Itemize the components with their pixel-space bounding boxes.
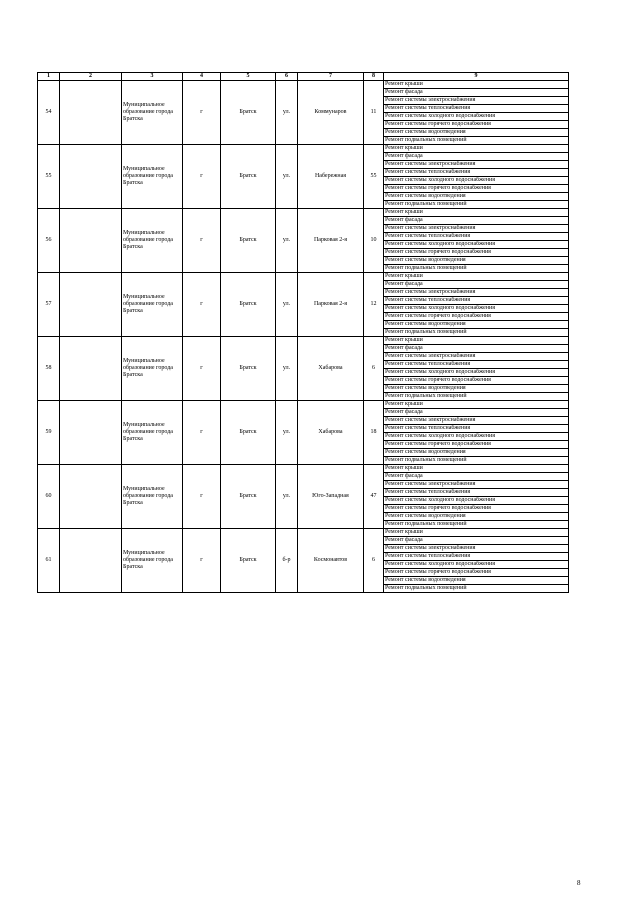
work-type-cell: Ремонт системы холодного водоснабжения	[384, 561, 569, 569]
locality-cell: Братск	[221, 273, 276, 337]
locality-cell: Братск	[221, 465, 276, 529]
house-number-cell: 55	[364, 145, 384, 209]
street-cell: Хабарова	[298, 337, 364, 401]
work-type-cell: Ремонт системы холодного водоснабжения	[384, 433, 569, 441]
work-type-cell: Ремонт крыши	[384, 209, 569, 217]
work-type-cell: Ремонт системы теплоснабжения	[384, 553, 569, 561]
work-type-cell: Ремонт фасада	[384, 345, 569, 353]
municipality-cell: Муниципальное образование города Братска	[122, 81, 183, 145]
table-row	[38, 209, 569, 217]
work-type-cell: Ремонт системы холодного водоснабжения	[384, 177, 569, 185]
header-cell: 7	[298, 73, 364, 81]
municipality-cell: Муниципальное образование города Братска	[122, 529, 183, 593]
work-type-cell: Ремонт системы электроснабжения	[384, 289, 569, 297]
locality-cell: Братск	[221, 529, 276, 593]
work-type-cell: Ремонт системы горячего водоснабжения	[384, 313, 569, 321]
locality-cell: Братск	[221, 401, 276, 465]
street-type-cell: ул.	[276, 337, 298, 401]
municipality-cell: Муниципальное образование города Братска	[122, 273, 183, 337]
row-number-cell: 59	[38, 401, 60, 465]
table-row	[38, 273, 569, 281]
work-type-cell: Ремонт фасада	[384, 153, 569, 161]
street-type-cell: ул.	[276, 209, 298, 273]
municipality-cell: Муниципальное образование города Братска	[122, 209, 183, 273]
header-cell: 4	[183, 73, 221, 81]
locality-type-cell: г	[183, 145, 221, 209]
repair-program-table	[37, 72, 569, 593]
column-2-cell	[60, 273, 122, 337]
work-type-cell: Ремонт системы теплоснабжения	[384, 169, 569, 177]
header-cell: 6	[276, 73, 298, 81]
header-cell: 1	[38, 73, 60, 81]
street-type-cell: б-р	[276, 529, 298, 593]
work-type-cell: Ремонт подвальных помещений	[384, 457, 569, 465]
work-type-cell: Ремонт подвальных помещений	[384, 329, 569, 337]
street-type-cell: ул.	[276, 401, 298, 465]
work-type-cell: Ремонт фасада	[384, 217, 569, 225]
row-number-cell: 57	[38, 273, 60, 337]
street-cell: Коммунаров	[298, 81, 364, 145]
table-body	[38, 81, 569, 593]
work-type-cell: Ремонт системы теплоснабжения	[384, 297, 569, 305]
work-type-cell: Ремонт крыши	[384, 273, 569, 281]
work-type-cell: Ремонт крыши	[384, 81, 569, 89]
row-number-cell: 60	[38, 465, 60, 529]
column-2-cell	[60, 465, 122, 529]
locality-cell: Братск	[221, 145, 276, 209]
work-type-cell: Ремонт системы водоотведения	[384, 385, 569, 393]
work-type-cell: Ремонт системы теплоснабжения	[384, 361, 569, 369]
house-number-cell: 11	[364, 81, 384, 145]
work-type-cell: Ремонт системы электроснабжения	[384, 481, 569, 489]
work-type-cell: Ремонт системы горячего водоснабжения	[384, 441, 569, 449]
header-cell: 9	[384, 73, 569, 81]
street-cell: Набережная	[298, 145, 364, 209]
work-type-cell: Ремонт системы теплоснабжения	[384, 105, 569, 113]
work-type-cell: Ремонт подвальных помещений	[384, 265, 569, 273]
table-row	[38, 337, 569, 345]
street-type-cell: ул.	[276, 145, 298, 209]
locality-cell: Братск	[221, 81, 276, 145]
work-type-cell: Ремонт системы горячего водоснабжения	[384, 249, 569, 257]
work-type-cell: Ремонт крыши	[384, 337, 569, 345]
work-type-cell: Ремонт подвальных помещений	[384, 393, 569, 401]
column-2-cell	[60, 145, 122, 209]
work-type-cell: Ремонт системы водоотведения	[384, 449, 569, 457]
work-type-cell: Ремонт системы горячего водоснабжения	[384, 185, 569, 193]
locality-type-cell: г	[183, 337, 221, 401]
work-type-cell: Ремонт системы водоотведения	[384, 193, 569, 201]
locality-type-cell: г	[183, 529, 221, 593]
header-cell: 8	[364, 73, 384, 81]
work-type-cell: Ремонт системы электроснабжения	[384, 97, 569, 105]
work-type-cell: Ремонт системы горячего водоснабжения	[384, 377, 569, 385]
work-type-cell: Ремонт крыши	[384, 465, 569, 473]
house-number-cell: 47	[364, 465, 384, 529]
locality-type-cell: г	[183, 273, 221, 337]
work-type-cell: Ремонт системы горячего водоснабжения	[384, 121, 569, 129]
page-number: 8	[577, 879, 581, 887]
header-row	[38, 73, 569, 81]
table-row	[38, 81, 569, 89]
work-type-cell: Ремонт системы холодного водоснабжения	[384, 497, 569, 505]
work-type-cell: Ремонт системы холодного водоснабжения	[384, 241, 569, 249]
work-type-cell: Ремонт системы горячего водоснабжения	[384, 505, 569, 513]
header-cell: 3	[122, 73, 183, 81]
table-row	[38, 145, 569, 153]
street-cell: Парковая 2-я	[298, 273, 364, 337]
table-row	[38, 465, 569, 473]
work-type-cell: Ремонт крыши	[384, 145, 569, 153]
work-type-cell: Ремонт системы теплоснабжения	[384, 489, 569, 497]
work-type-cell: Ремонт системы водоотведения	[384, 577, 569, 585]
work-type-cell: Ремонт системы холодного водоснабжения	[384, 305, 569, 313]
municipality-cell: Муниципальное образование города Братска	[122, 337, 183, 401]
row-number-cell: 56	[38, 209, 60, 273]
locality-type-cell: г	[183, 81, 221, 145]
row-number-cell: 55	[38, 145, 60, 209]
municipality-cell: Муниципальное образование города Братска	[122, 401, 183, 465]
work-type-cell: Ремонт фасада	[384, 281, 569, 289]
table-row	[38, 529, 569, 537]
house-number-cell: 10	[364, 209, 384, 273]
house-number-cell: 12	[364, 273, 384, 337]
house-number-cell: 6	[364, 529, 384, 593]
street-cell: Юго-Западная	[298, 465, 364, 529]
work-type-cell: Ремонт подвальных помещений	[384, 585, 569, 593]
work-type-cell: Ремонт системы водоотведения	[384, 513, 569, 521]
work-type-cell: Ремонт подвальных помещений	[384, 201, 569, 209]
work-type-cell: Ремонт системы теплоснабжения	[384, 233, 569, 241]
street-type-cell: ул.	[276, 465, 298, 529]
locality-cell: Братск	[221, 337, 276, 401]
street-type-cell: ул.	[276, 273, 298, 337]
column-2-cell	[60, 81, 122, 145]
street-cell: Космонавтов	[298, 529, 364, 593]
municipality-cell: Муниципальное образование города Братска	[122, 465, 183, 529]
street-cell: Хабарова	[298, 401, 364, 465]
row-number-cell: 58	[38, 337, 60, 401]
work-type-cell: Ремонт системы холодного водоснабжения	[384, 113, 569, 121]
work-type-cell: Ремонт системы водоотведения	[384, 129, 569, 137]
header-cell: 5	[221, 73, 276, 81]
work-type-cell: Ремонт системы электроснабжения	[384, 225, 569, 233]
work-type-cell: Ремонт фасада	[384, 473, 569, 481]
work-type-cell: Ремонт системы электроснабжения	[384, 417, 569, 425]
street-cell: Парковая 2-я	[298, 209, 364, 273]
row-number-cell: 61	[38, 529, 60, 593]
column-2-cell	[60, 401, 122, 465]
locality-type-cell: г	[183, 209, 221, 273]
table-row	[38, 401, 569, 409]
work-type-cell: Ремонт крыши	[384, 529, 569, 537]
work-type-cell: Ремонт фасада	[384, 409, 569, 417]
column-2-cell	[60, 337, 122, 401]
row-number-cell: 54	[38, 81, 60, 145]
municipality-cell: Муниципальное образование города Братска	[122, 145, 183, 209]
work-type-cell: Ремонт системы водоотведения	[384, 257, 569, 265]
locality-type-cell: г	[183, 465, 221, 529]
work-type-cell: Ремонт системы электроснабжения	[384, 545, 569, 553]
locality-type-cell: г	[183, 401, 221, 465]
column-2-cell	[60, 529, 122, 593]
work-type-cell: Ремонт системы холодного водоснабжения	[384, 369, 569, 377]
work-type-cell: Ремонт крыши	[384, 401, 569, 409]
work-type-cell: Ремонт подвальных помещений	[384, 137, 569, 145]
work-type-cell: Ремонт системы теплоснабжения	[384, 425, 569, 433]
house-number-cell: 18	[364, 401, 384, 465]
work-type-cell: Ремонт фасада	[384, 89, 569, 97]
header-cell: 2	[60, 73, 122, 81]
work-type-cell: Ремонт системы водоотведения	[384, 321, 569, 329]
locality-cell: Братск	[221, 209, 276, 273]
work-type-cell: Ремонт системы электроснабжения	[384, 161, 569, 169]
column-2-cell	[60, 209, 122, 273]
house-number-cell: 6	[364, 337, 384, 401]
work-type-cell: Ремонт подвальных помещений	[384, 521, 569, 529]
work-type-cell: Ремонт системы горячего водоснабжения	[384, 569, 569, 577]
work-type-cell: Ремонт системы электроснабжения	[384, 353, 569, 361]
street-type-cell: ул.	[276, 81, 298, 145]
work-type-cell: Ремонт фасада	[384, 537, 569, 545]
